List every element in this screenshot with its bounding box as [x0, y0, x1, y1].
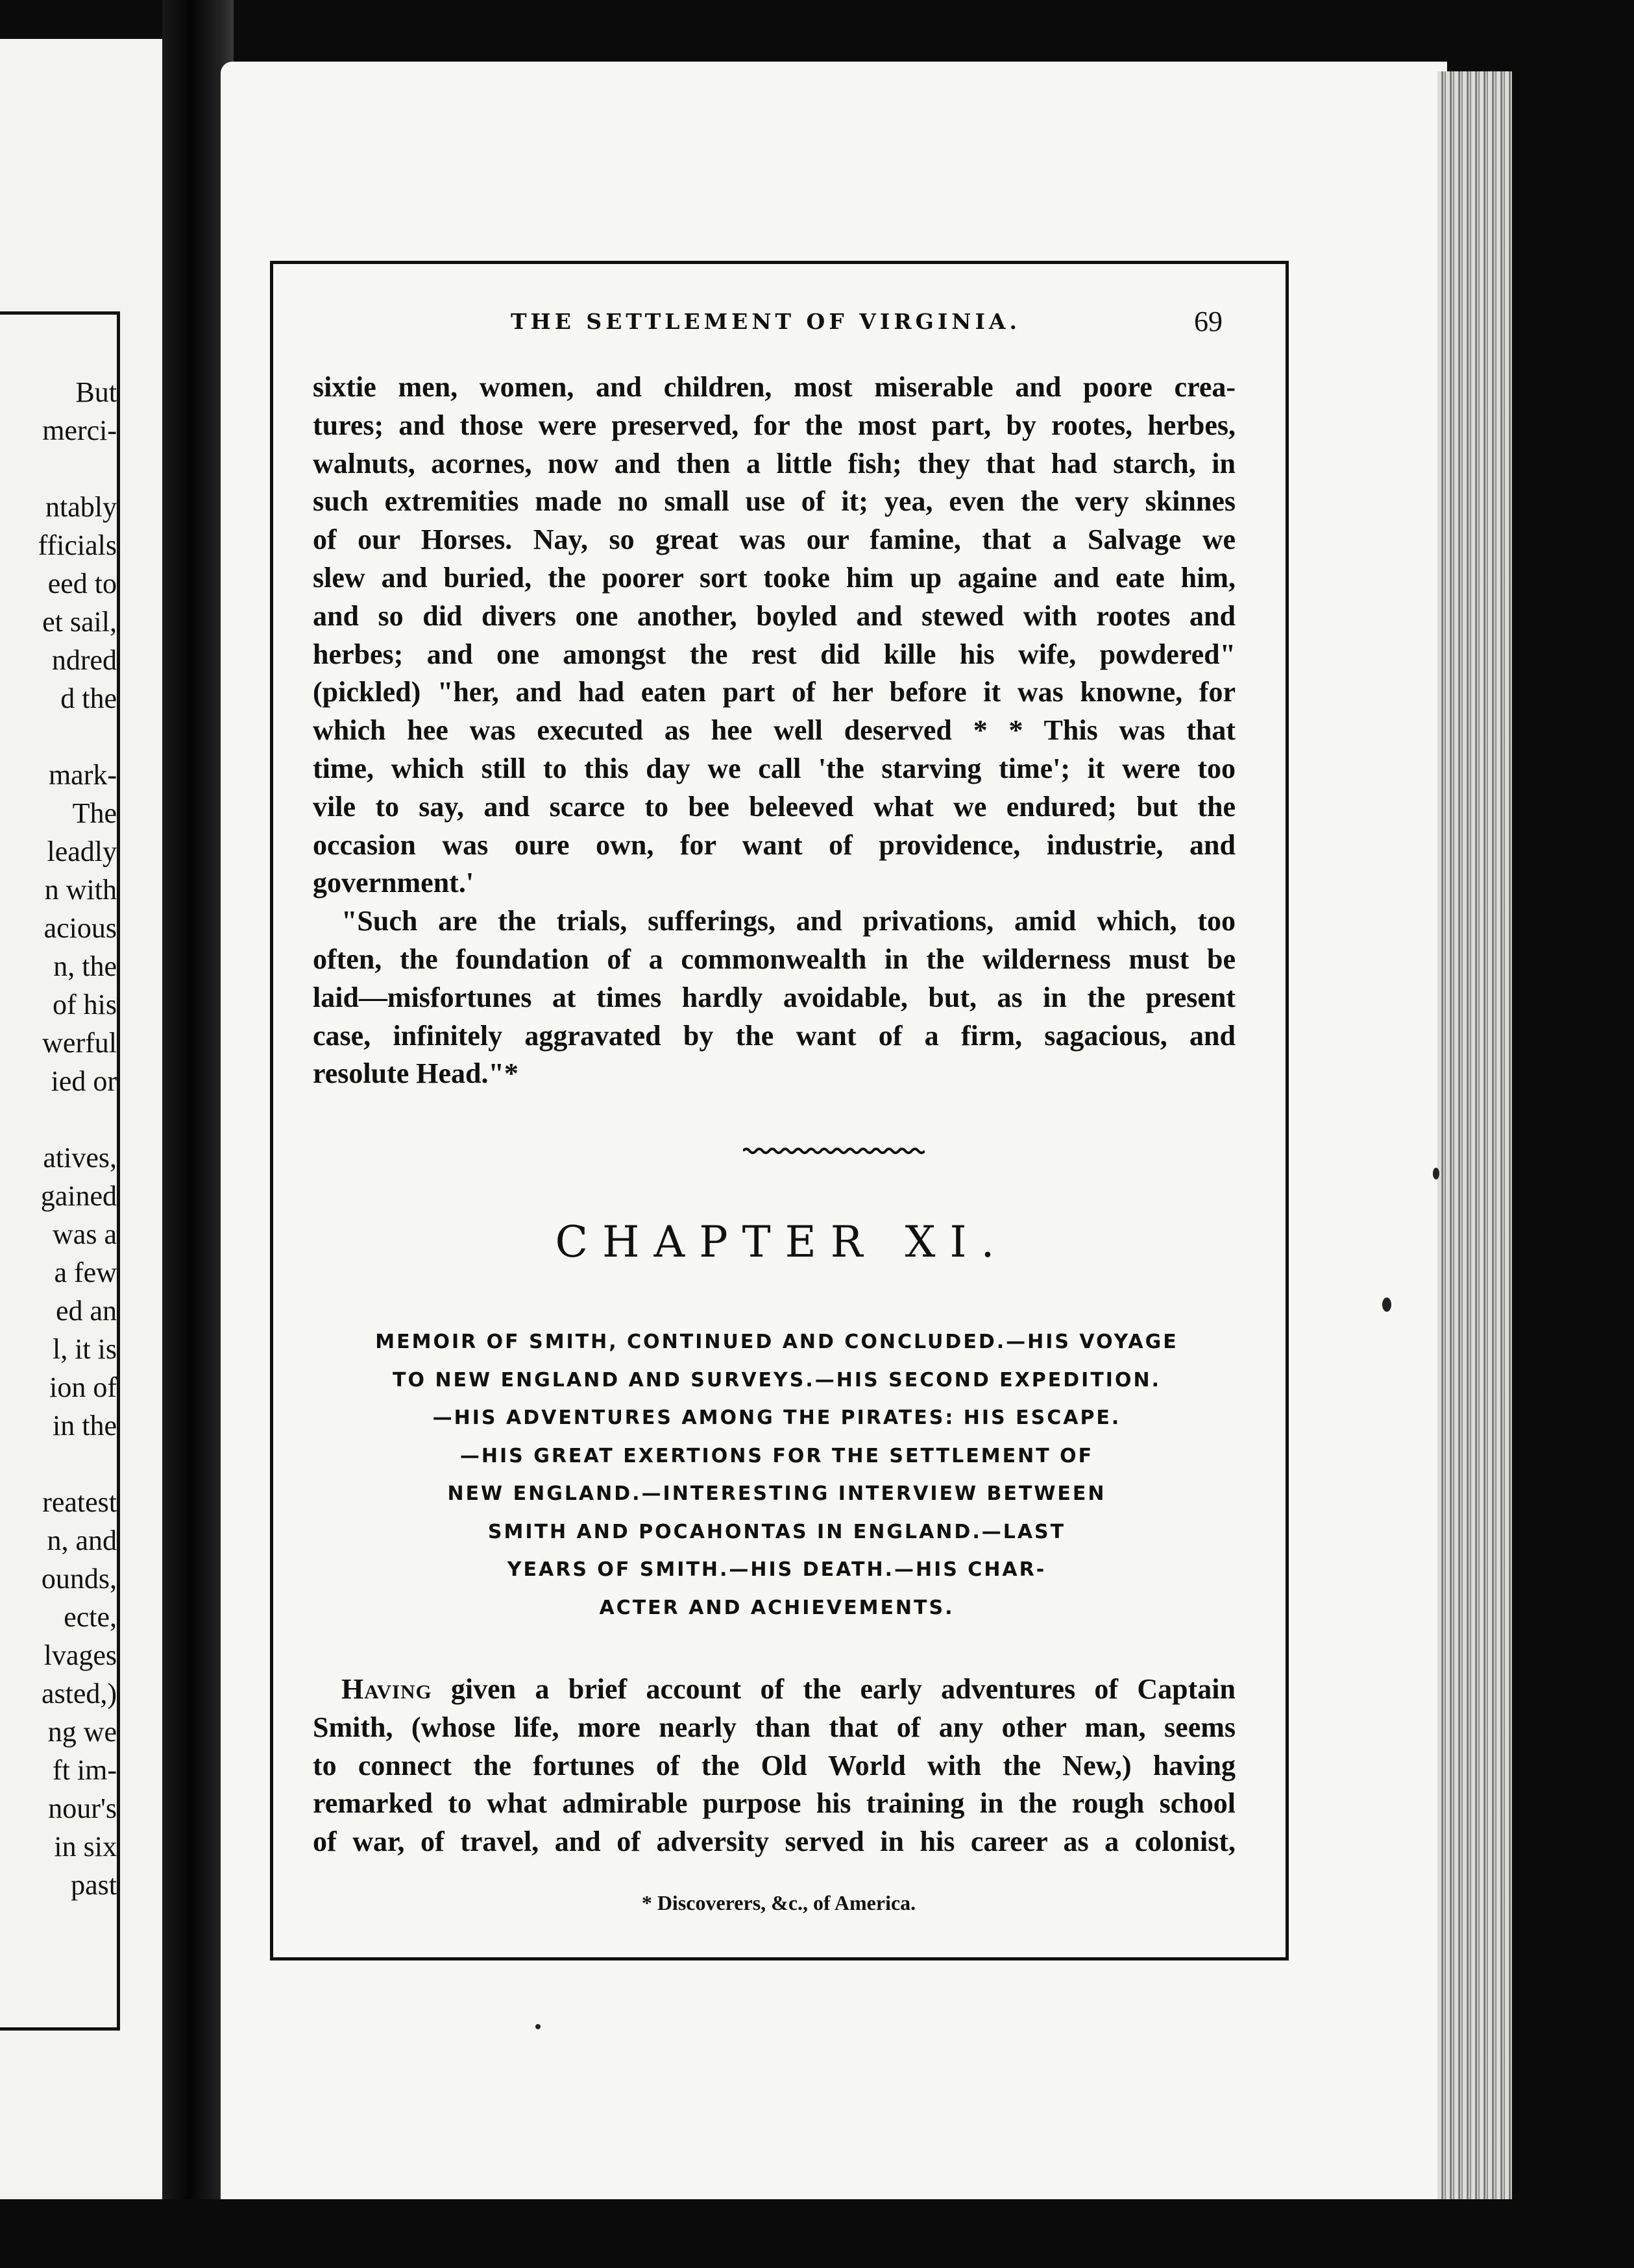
left-page-fragment: past	[71, 1869, 117, 1901]
left-page-fragment: n, and	[47, 1525, 117, 1556]
left-page-fragment: nour's	[48, 1792, 117, 1824]
left-page-fragment: acious	[43, 912, 117, 944]
left-page-fragment: asted,)	[41, 1678, 117, 1709]
left-page-fragment: ounds,	[41, 1563, 117, 1595]
left-page-fragment: gained	[40, 1180, 117, 1212]
scan-speck	[1382, 1297, 1391, 1312]
chapter-first-word: Having	[341, 1673, 432, 1705]
quote-line: laid—misfortunes at times hardly avoidable, but, as in the present	[313, 981, 1236, 1013]
quote-line: and so did divers one another, boyled and stewed with rootes and	[313, 599, 1236, 632]
left-page-fragment: leadly	[47, 836, 117, 867]
quote-line: which hee was executed as hee well deserved * * This was that	[313, 714, 1236, 747]
summary-line: —HIS ADVENTURES AMONG THE PIRATES: HIS ESCAPE.	[432, 1406, 1121, 1429]
page-number: 69	[1194, 306, 1223, 337]
left-page-fragment: merci-	[42, 415, 117, 446]
left-page-fragment: in six	[54, 1831, 117, 1863]
chapter-title: CHAPTER XI.	[555, 1217, 1009, 1267]
left-page-fragment: a few	[54, 1257, 117, 1288]
left-page-fragment: ion of	[49, 1371, 117, 1403]
quote-line: such extremities made no small use of it; yea, even the very skinnes	[313, 485, 1236, 518]
left-page-fragment: But	[75, 376, 117, 408]
left-page-fragment: reatest	[42, 1486, 117, 1518]
left-page-fragment: mark-	[48, 759, 117, 791]
left-page-fragment: ed an	[55, 1295, 117, 1327]
left-page-fragment: werful	[42, 1027, 117, 1059]
left-page-fragment: ntably	[45, 491, 117, 523]
left-page-fragment: l, it is	[52, 1333, 117, 1365]
summary-line: NEW ENGLAND.—INTERESTING INTERVIEW BETWEEN	[447, 1482, 1106, 1505]
quote-line: case, infinitely aggravated by the want of a firm, sagacious, and	[313, 1019, 1236, 1052]
left-page-fragment: of his	[53, 989, 117, 1020]
scan-speck	[535, 2024, 541, 2029]
left-page-fragment: in the	[53, 1410, 117, 1442]
summary-line: SMITH AND POCAHONTAS IN ENGLAND.—LAST	[487, 1520, 1066, 1543]
quote-line: slew and buried, the poorer sort tooke him up againe and eate him,	[313, 561, 1236, 594]
left-page-fragment: ndred	[51, 644, 117, 676]
left-page-fragment: atives,	[43, 1142, 117, 1174]
ornamental-wave-rule	[743, 1146, 925, 1156]
quote-line: herbes; and one amongst the rest did kille his wife, powdered"	[313, 638, 1236, 670]
summary-line: MEMOIR OF SMITH, CONTINUED AND CONCLUDED.—HIS VOYAGE	[375, 1331, 1178, 1353]
left-page-fragment: lvages	[43, 1639, 117, 1671]
quote-line: vile to say, and scarce to bee beleeved what we endured; but the	[313, 790, 1236, 823]
left-page-gap	[0, 718, 117, 756]
left-page-fragment: ng we	[47, 1716, 117, 1748]
quote-line: sixtie men, women, and children, most miserable and poore crea-	[313, 371, 1236, 403]
left-page-fragment: ft im-	[53, 1754, 117, 1786]
running-head: THE SETTLEMENT OF VIRGINIA.	[511, 309, 1021, 334]
left-page-fragment: n with	[44, 874, 117, 906]
chapter-first-line	[313, 1671, 1236, 1709]
quote-block	[313, 368, 1236, 1093]
summary-line: ACTER AND ACHIEVEMENTS.	[599, 1596, 955, 1619]
left-page-gap	[0, 1100, 117, 1139]
quote-line: of our Horses. Nay, so great was our famine, that a Salvage we	[313, 524, 1236, 556]
left-page-gap	[0, 450, 117, 488]
left-page-fragment: n, the	[53, 950, 117, 982]
left-page-fragment: ied or	[51, 1065, 117, 1097]
left-page-fragment: et sail,	[42, 606, 117, 638]
chapter-body-line: of war, of travel, and of adversity served in his career as a colonist,	[313, 1826, 1236, 1858]
left-facing-page	[0, 39, 162, 2199]
scan-speck	[1433, 1168, 1439, 1179]
quote-line: government.'	[313, 867, 474, 899]
chapter-body-line: remarked to what admirable purpose his training in the rough school	[313, 1787, 1236, 1820]
quote-line: (pickled) "her, and had eaten part of her before it was knowne, for	[313, 676, 1236, 708]
chapter-body-line: to connect the fortunes of the Old World with the New,) having	[313, 1749, 1236, 1781]
quote-line: walnuts, acornes, now and then a little fish; they that had starch, in	[313, 447, 1236, 479]
quote-line: time, which still to this day we call 'the starving time'; it were too	[313, 752, 1236, 784]
summary-line: TO NEW ENGLAND AND SURVEYS.—HIS SECOND EXPEDITION.	[393, 1368, 1161, 1392]
left-page-fragment: The	[72, 797, 117, 829]
left-page-fragment: fficials	[38, 529, 117, 561]
chapter-body	[313, 1671, 1236, 1861]
page-edges	[1437, 71, 1515, 2212]
chapter-first-line-rest: given a brief account of the early adventures of Captain	[450, 1673, 1236, 1705]
quote-line: resolute Head."*	[313, 1057, 518, 1090]
left-page-gap	[0, 1445, 117, 1483]
quote-line: tures; and those were preserved, for the most part, by rootes, herbes,	[313, 409, 1236, 441]
left-page-fragment: was a	[53, 1218, 117, 1250]
summary-line: —HIS GREAT EXERTIONS FOR THE SETTLEMENT OF	[459, 1444, 1094, 1467]
left-page-fragment: ecte,	[64, 1601, 117, 1633]
quote-line: often, the foundation of a commonwealth in the wilderness must be	[313, 943, 1236, 975]
left-page-fragment: d the	[60, 682, 117, 714]
scan-background-right	[1512, 0, 1634, 2268]
footnote: * Discoverers, &c., of America.	[641, 1891, 916, 1914]
chapter-body-line: Smith, (whose life, more nearly than that of any other man, seems	[313, 1711, 1236, 1743]
left-page-text-fragments	[0, 373, 117, 1904]
quote-line: "Such are the trials, sufferings, and privations, amid which, too	[341, 905, 1236, 937]
quote-line: occasion was oure own, for want of providence, industrie, and	[313, 828, 1236, 861]
scan-background-bottom	[0, 2199, 1634, 2268]
summary-line: YEARS OF SMITH.—HIS DEATH.—HIS CHAR-	[507, 1558, 1047, 1581]
left-page-fragment: eed to	[47, 568, 117, 599]
chapter-summary	[313, 1323, 1241, 1627]
